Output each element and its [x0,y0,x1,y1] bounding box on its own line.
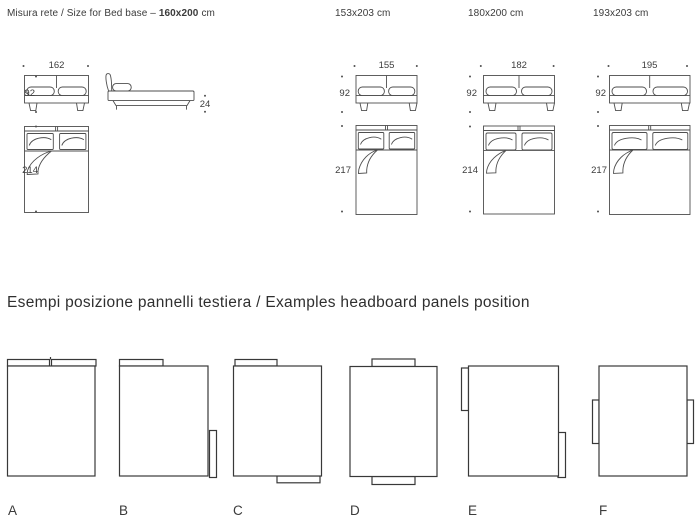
bed-180x200-top-view [484,126,555,214]
spec-header-base-size [7,8,215,20]
dim-length-153x203: 217 [335,165,351,176]
example-c-drawing [234,360,322,483]
dim-height-153x203: 92 [339,88,350,99]
examples-section-title: Esempi posizione pannelli testiera / Examples headboard panels position [7,294,530,311]
dim-length-193x203: 217 [591,165,607,176]
bed-193x203-drawing [597,65,690,215]
spec-header-153x203: 153x203 cm [335,8,391,19]
bed-153x203-drawing [341,65,418,215]
bed-180x200-front-view [484,76,555,111]
bed-193x203-top-view [610,126,691,215]
dim-width-180x200: 182 [511,59,527,71]
example-f-drawing [593,366,694,476]
dim-height-193x203: 92 [595,88,606,99]
example-label-e: E [468,503,478,518]
bed-153x203-front-view [356,76,417,111]
spec-header-180x200: 180x200 cm [468,8,524,19]
example-e-drawing [462,366,566,478]
spec-header-prefix: Misura rete / Size for Bed base – [7,8,159,19]
example-label-a: A [8,503,18,518]
example-label-c: C [233,503,243,518]
bed-160x200-side-view [106,74,194,110]
dim-width-193x203: 195 [641,59,658,71]
spec-header-193x203: 193x203 cm [593,8,649,19]
example-label-d: D [350,503,360,518]
spec-header-unit: cm [201,8,215,19]
bed-180x200-drawing [469,65,555,214]
example-label-b: B [119,503,129,518]
example-b-drawing [120,360,217,478]
bed-193x203-front-view [610,76,691,111]
dim-base-height-160x200: 24 [199,98,211,110]
dim-width-160x200: 162 [48,59,65,71]
spec-header-size-bold: 160x200 [158,8,199,19]
dim-height-160x200: 92 [24,88,35,99]
dim-height-180x200: 92 [466,88,477,99]
dim-length-180x200: 214 [462,165,478,176]
example-a-drawing [8,357,97,476]
bed-153x203-top-view [356,126,417,215]
dim-length-160x200: 214 [22,165,38,176]
dim-width-153x203: 155 [378,59,395,71]
example-d-drawing [350,359,437,485]
example-label-f: F [599,503,608,518]
bed-160x200-drawing [23,65,207,213]
